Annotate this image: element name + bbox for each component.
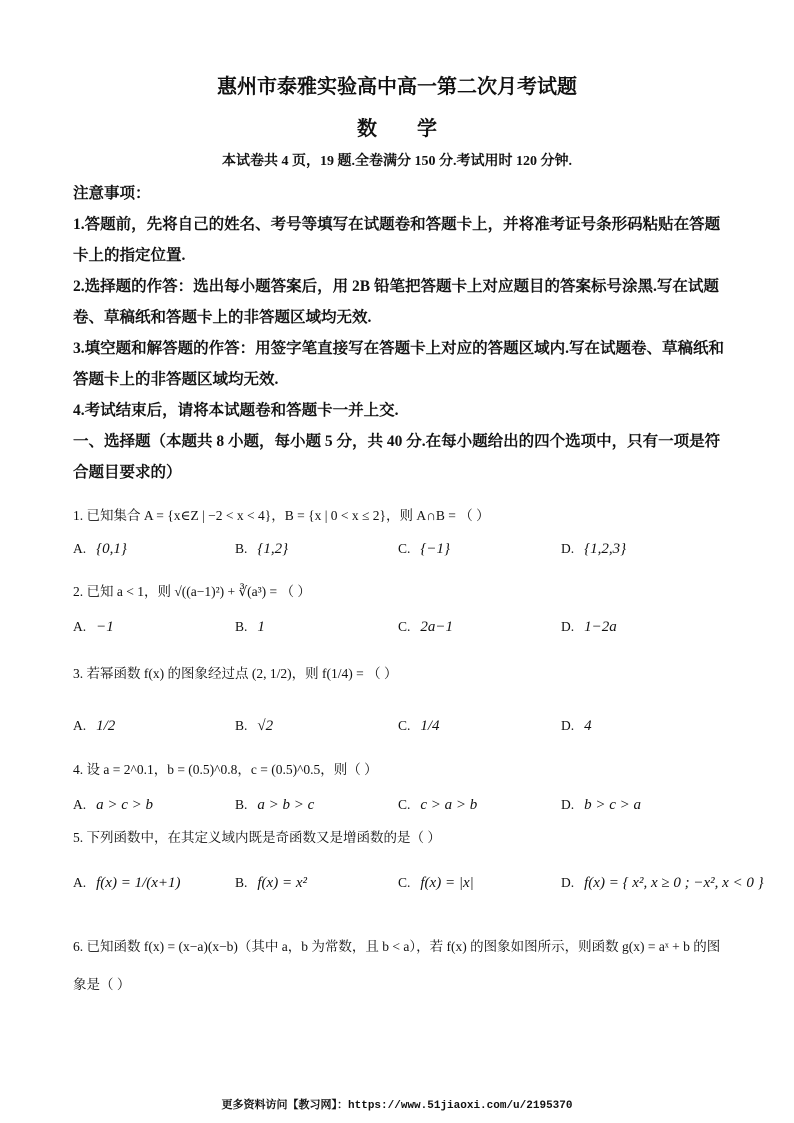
option-text: 2a−1 (420, 619, 454, 635)
question-3-option-a (73, 718, 115, 735)
question-3-stem: 3. 若幂函数 f(x) 的图象经过点 (2, 1/2)，则 f(1/4) = （ ） (73, 666, 398, 681)
question-1-stem: 1. 已知集合 A = {x∈Z | −2 < x < 4}，B = {x | 0 < x ≤ 2}，则 A∩B = （ ） (73, 508, 490, 523)
question-2-option-c (398, 619, 453, 636)
option-label: D. (561, 797, 575, 812)
question-5-option-b (235, 875, 307, 892)
option-label: C. (398, 541, 411, 556)
option-text: 1 (257, 619, 265, 635)
question-6-stem: 6. 已知函数 f(x) = (x−a)(x−b)（其中 a，b 为常数，且 b < a），若 f(x) 的图象如图所示，则函数 g(x) = aˣ + b 的图象是（ ） (73, 939, 721, 992)
option-label: C. (398, 619, 411, 634)
question-1-option-a (73, 541, 127, 558)
question-3-option-b (235, 718, 273, 735)
option-text: a > b > c (257, 797, 315, 813)
question-4-option-b (235, 797, 314, 814)
option-label: A. (73, 718, 87, 733)
option-text: 1/2 (96, 718, 116, 734)
option-label: B. (235, 718, 248, 733)
notes-heading: 注意事项： (73, 185, 151, 202)
section-heading: 一、选择题（本题共 8 小题，每小题 5 分，共 40 分.在每小题给出的四个选项中，只有一项是符合题目要求的） (73, 433, 721, 481)
option-text: a > c > b (96, 797, 154, 813)
question-2-stem: 2. 已知 a < 1，则 √((a−1)²) + ∛(a³) = （ ） (73, 584, 311, 599)
option-text: f(x) = x² (257, 875, 307, 891)
option-text: 4 (584, 718, 592, 734)
question-5-option-c (398, 875, 474, 892)
note-item-3: 3.填空题和解答题的作答：用签字笔直接写在答题卡上对应的答题区域内.写在试题卷、草稿纸和答题卡上的非答题区域均无效. (73, 340, 725, 388)
exam-info: 本试卷共 4 页，19 题.全卷满分 150 分.考试用时 120 分钟. (222, 154, 572, 169)
note-item-2: 2.选择题的作答：选出每小题答案后，用 2B 铅笔把答题卡上对应题目的答案标号涂黑.写在试题卷、草稿纸和答题卡上的非答题区域均无效. (73, 278, 719, 326)
option-label: D. (561, 541, 575, 556)
exam-title: 惠州市泰雅实验高中高一第二次月考试题 (217, 76, 577, 98)
note-item-4: 4.考试结束后，请将本试题卷和答题卡一并上交. (73, 402, 399, 419)
option-label: A. (73, 541, 87, 556)
option-text: {−1} (420, 541, 451, 557)
option-label: B. (235, 797, 248, 812)
option-text: 1/4 (420, 718, 440, 734)
question-5-option-d (561, 875, 764, 892)
option-label: B. (235, 541, 248, 556)
option-label: C. (398, 875, 411, 890)
option-text: {1,2} (257, 541, 289, 557)
note-item-1: 1.答题前，先将自己的姓名、考号等填写在试题卷和答题卡上，并将准考证号条形码粘贴在答题卡上的指定位置. (73, 216, 721, 264)
option-label: D. (561, 718, 575, 733)
question-4-option-d (561, 797, 641, 814)
option-label: C. (398, 718, 411, 733)
option-label: B. (235, 875, 248, 890)
question-2-option-b (235, 619, 265, 636)
question-5-option-a (73, 875, 181, 892)
option-text: c > a > b (420, 797, 478, 813)
option-text: −1 (96, 619, 114, 635)
question-3-option-c (398, 718, 440, 735)
option-text: f(x) = 1/(x+1) (96, 875, 181, 891)
option-text: 1−2a (584, 619, 617, 635)
option-label: D. (561, 875, 575, 890)
option-label: A. (73, 875, 87, 890)
question-1-option-b (235, 541, 288, 558)
option-label: A. (73, 797, 87, 812)
option-text: f(x) = |x| (420, 875, 474, 891)
question-2-option-d (561, 619, 617, 636)
subject-title: 数 学 (357, 118, 437, 140)
option-text: b > c > a (584, 797, 642, 813)
question-4-option-c (398, 797, 477, 814)
option-text: {0,1} (96, 541, 127, 557)
option-label: D. (561, 619, 575, 634)
option-text: f(x) = { x², x ≥ 0 ; −x², x < 0 } (584, 875, 764, 891)
question-4-option-a (73, 797, 153, 814)
option-label: B. (235, 619, 248, 634)
question-2-option-a (73, 619, 114, 636)
option-text: √2 (257, 718, 274, 734)
option-label: A. (73, 619, 87, 634)
question-4-stem: 4. 设 a = 2^0.1，b = (0.5)^0.8，c = (0.5)^0.5，则（ ） (73, 762, 378, 777)
question-5-stem: 5. 下列函数中，在其定义域内既是奇函数又是增函数的是（ ） (73, 830, 441, 845)
footer-link[interactable]: 更多资料访问【教习网】：https://www.51jiaoxi.com/u/2195370 (221, 1100, 573, 1112)
question-1-option-c (398, 541, 450, 558)
option-text: {1,2,3} (584, 541, 627, 557)
question-3-option-d (561, 718, 592, 735)
question-1-option-d (561, 541, 626, 558)
option-label: C. (398, 797, 411, 812)
